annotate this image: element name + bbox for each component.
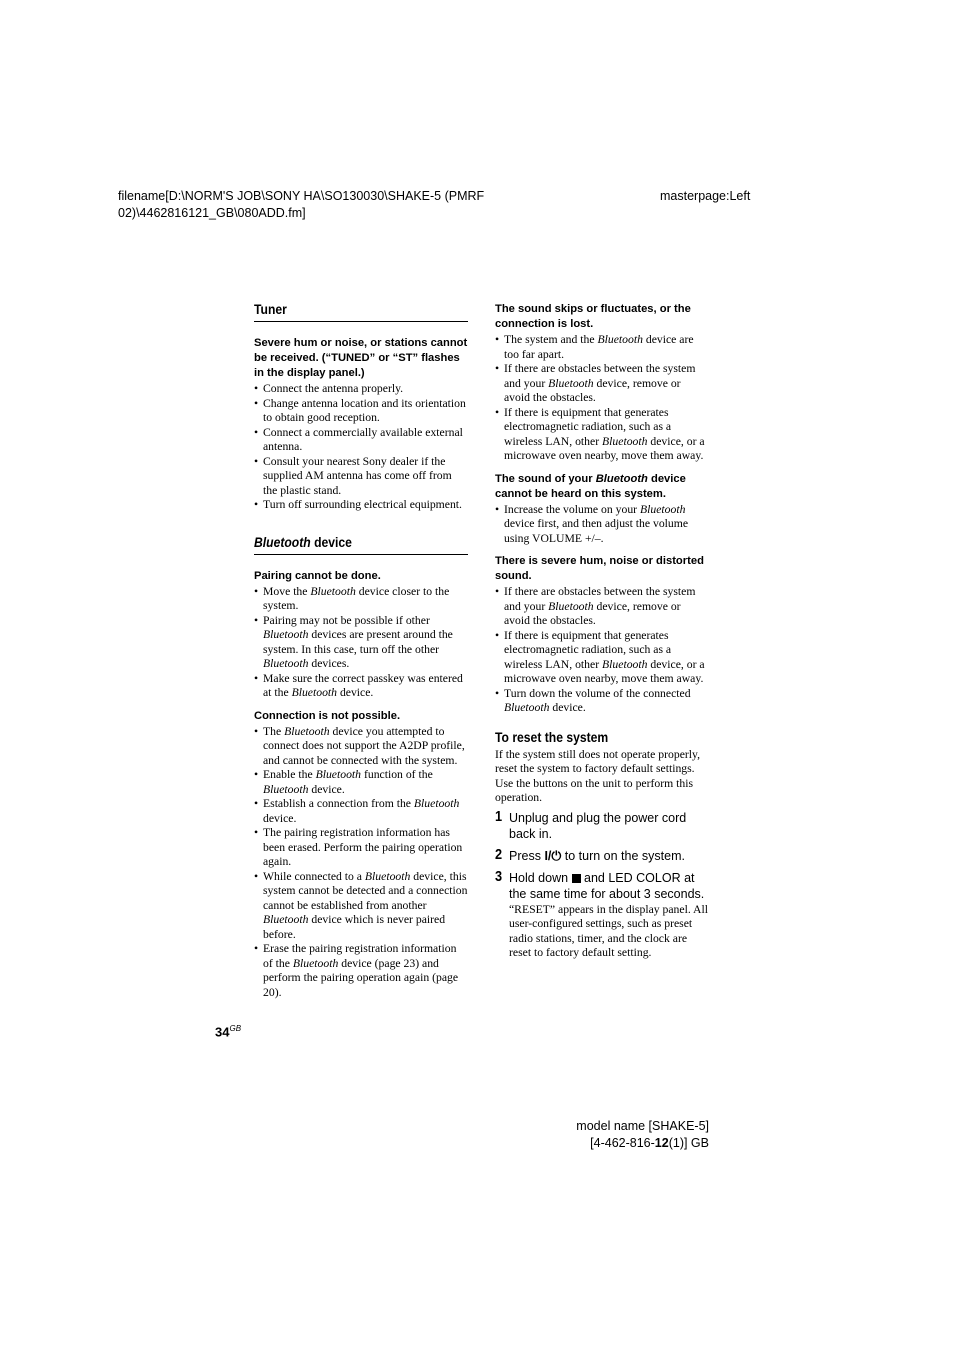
tuner-section-heading <box>254 302 468 322</box>
bluetooth-section-heading <box>254 535 468 555</box>
reset-title: To reset the system <box>495 729 609 745</box>
step-text: Hold down and LED COLOR at the same time for about 3 seconds. <box>509 870 705 901</box>
skips-bullets <box>495 333 709 464</box>
hum-bullets <box>495 585 709 716</box>
filename-line-2: 02)\4462816121_GB\080ADD.fm] <box>118 206 306 220</box>
filename-line-1: filename[D:\NORM'S JOB\SONY HA\SO130030\SHAKE-5 (PMRF <box>118 189 485 203</box>
tuner-title: Tuner <box>254 302 287 317</box>
step-text: Press I/⏻ to turn on the system. <box>509 848 685 863</box>
not-heard-problem: The sound of your Bluetooth device cannot be heard on this system. <box>495 472 686 500</box>
list-item: • Establish a connection from the Bluetooth device. <box>254 797 468 826</box>
list-item: • Change antenna location and its orientation to obtain good reception. <box>254 397 468 426</box>
list-item: • Turn off surrounding electrical equipment. <box>254 498 468 513</box>
page-suffix: GB <box>229 1024 242 1033</box>
list-item: • If there are obstacles between the system and your Bluetooth device, remove or avoid the obstacles. <box>495 585 709 629</box>
right-column <box>495 302 709 967</box>
list-item: • If there are obstacles between the system and your Bluetooth device, remove or avoid the obstacles. <box>495 362 709 406</box>
list-item: • Increase the volume on your Bluetooth device first, and then adjust the volume using VOLUME +/–. <box>495 503 709 547</box>
list-item: • Pairing may not be possible if other Bluetooth devices are present around the system. In this case, turn off the other Bluetooth devices. <box>254 614 468 672</box>
step-number: 2 <box>495 845 503 863</box>
tuner-problem: Severe hum or noise, or stations cannot be received. (“TUNED” or “ST” flashes in the display panel.) <box>254 337 468 379</box>
footer-part-number: [4-462-816-12(1)] GB <box>590 1136 709 1150</box>
stop-icon <box>572 874 581 883</box>
left-column <box>254 302 468 1000</box>
connection-problem: Connection is not possible. <box>254 709 401 722</box>
list-item: • While connected to a Bluetooth device, this system cannot be detected and a connection cannot be established from another Bluetooth device which is never paired before. <box>254 870 468 943</box>
reset-step-3 <box>495 867 709 961</box>
pairing-problem: Pairing cannot be done. <box>254 569 381 582</box>
header-masterpage: masterpage:Left <box>660 189 751 203</box>
power-icon: I/⏻ <box>544 848 562 863</box>
list-item: • The Bluetooth device you attempted to connect does not support the A2DP profile, and cannot be connected with the system. <box>254 725 468 769</box>
not-heard-bullets <box>495 503 709 547</box>
reset-intro-2: Use the buttons on the unit to perform this operation. <box>495 776 694 804</box>
reset-step-1 <box>495 807 709 842</box>
header-filename <box>118 188 518 222</box>
reset-intro-1: If the system still does not operate properly, reset the system to factory default settings. <box>495 747 701 775</box>
list-item: • Enable the Bluetooth function of the Bluetooth device. <box>254 768 468 797</box>
page-number: $34^{GB}$ <box>215 1024 242 1040</box>
step-note: “RESET” appears in the display panel. All user-configured settings, such as preset radio stations, timer, and the clock are reset to factory default setting. <box>509 902 708 959</box>
connection-bullets <box>254 725 468 1001</box>
bluetooth-title: Bluetooth device <box>254 534 352 550</box>
pairing-bullets <box>254 585 468 701</box>
skips-problem: The sound skips or fluctuates, or the connection is lost. <box>495 303 691 330</box>
list-item: • If there is equipment that generates electromagnetic radiation, such as a wireless LAN, other Bluetooth device, or a microwave oven nearby, move them away. <box>495 629 709 687</box>
footer-model-info <box>560 1118 709 1152</box>
step-number: 1 <box>495 807 503 825</box>
list-item: • If there is equipment that generates electromagnetic radiation, such as a wireless LAN, other Bluetooth device, or a microwave oven nearby, move them away. <box>495 406 709 464</box>
step-number: 3 <box>495 867 503 885</box>
footer-model-name: model name [SHAKE-5] <box>576 1119 709 1133</box>
list-item: • Connect a commercially available external antenna. <box>254 426 468 455</box>
list-item: • The pairing registration information has been erased. Perform the pairing operation again. <box>254 826 468 870</box>
list-item: • Connect the antenna properly. <box>254 382 468 397</box>
hum-problem: There is severe hum, noise or distorted sound. <box>495 555 704 582</box>
list-item: • Make sure the correct passkey was entered at the Bluetooth device. <box>254 672 468 701</box>
tuner-bullets <box>254 382 468 513</box>
list-item: • Move the Bluetooth device closer to the system. <box>254 585 468 614</box>
reset-step-2 <box>495 845 709 864</box>
list-item: • Erase the pairing registration information of the Bluetooth device (page 23) and perform the pairing operation again (page 20). <box>254 942 468 1000</box>
list-item: • The system and the Bluetooth device are too far apart. <box>495 333 709 362</box>
list-item: • Turn down the volume of the connected Bluetooth device. <box>495 687 709 716</box>
step-text: Unplug and plug the power cord back in. <box>509 810 687 841</box>
list-item: • Consult your nearest Sony dealer if the supplied AM antenna has come off from the plastic stand. <box>254 455 468 499</box>
reset-steps <box>495 807 709 961</box>
